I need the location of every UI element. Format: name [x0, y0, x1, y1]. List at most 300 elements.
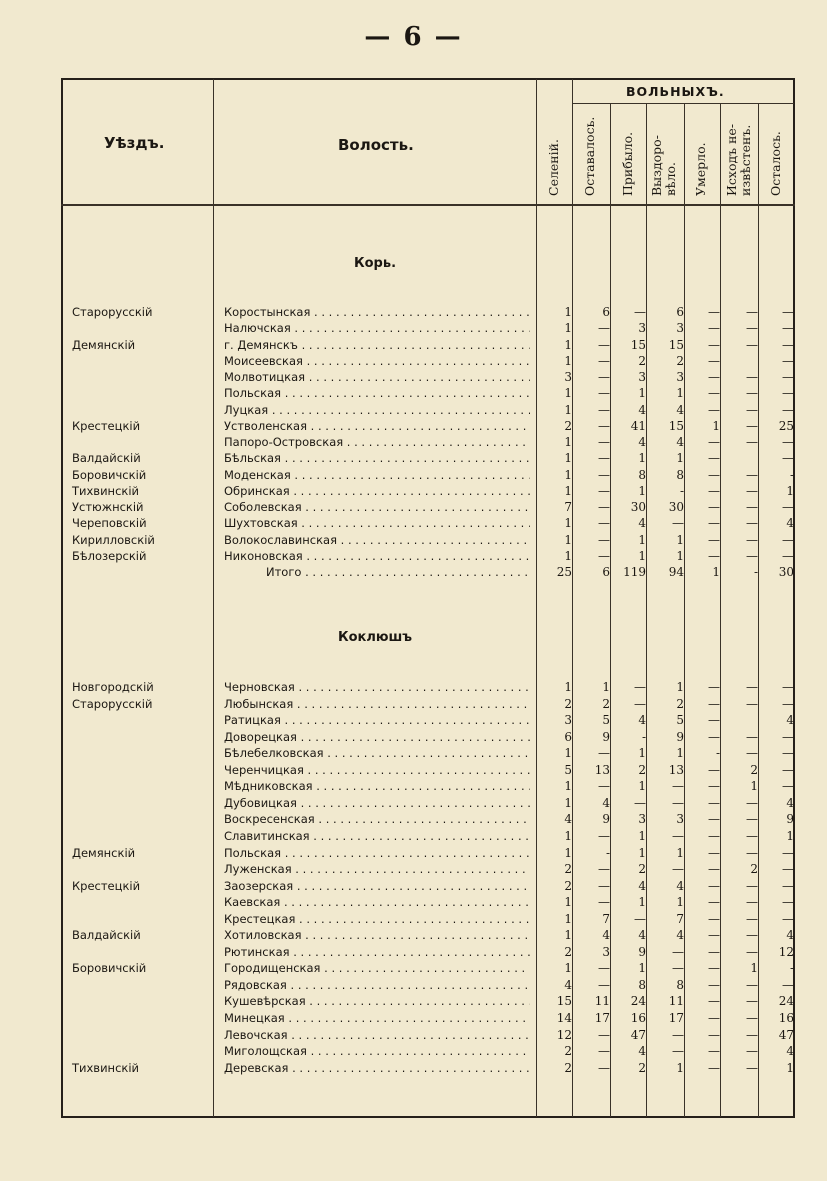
- table-row: [0, 861, 827, 878]
- value-cell: 1: [676, 895, 684, 910]
- volost-cell: Рютинская . . .: [224, 944, 530, 961]
- volost-cell: Бѣльская . . .: [224, 450, 530, 467]
- value-cell: 2: [750, 762, 758, 777]
- value-cell: —: [672, 862, 684, 877]
- volost-cell: Луженская . . .: [224, 861, 530, 878]
- value-cell: —: [746, 994, 758, 1009]
- value-cell: 2: [564, 418, 572, 433]
- value-cell: 1: [564, 435, 572, 449]
- table-row: [0, 1010, 827, 1027]
- table-row: [0, 402, 827, 419]
- value-cell: —: [598, 548, 610, 563]
- value-cell: —: [746, 977, 758, 992]
- value-cell: 3: [564, 370, 572, 384]
- value-cell: 2: [564, 1060, 572, 1075]
- value-cell: —: [708, 994, 720, 1009]
- value-cell: 9: [602, 812, 610, 827]
- table-row: [0, 353, 827, 370]
- value-cell: 1: [564, 516, 572, 531]
- volost-cell: Городищенская . . .: [224, 960, 530, 977]
- value-cell: —: [708, 977, 720, 992]
- value-cell: 4: [638, 402, 646, 417]
- value-cell: —: [746, 696, 758, 711]
- value-cell: —: [634, 911, 646, 926]
- header-ostavalos: Оставалось.: [582, 116, 597, 196]
- table-row: [0, 304, 827, 321]
- value-cell: -: [753, 565, 758, 579]
- value-cell: 4: [786, 795, 794, 810]
- value-cell: 25: [556, 565, 572, 579]
- section-title-kor: Корь.: [353, 256, 397, 271]
- value-cell: 1: [750, 961, 758, 976]
- value-cell: -: [679, 483, 684, 498]
- table-row: [0, 1060, 827, 1077]
- value-cell: 4: [676, 402, 684, 417]
- value-cell: 4: [676, 878, 684, 893]
- value-cell: 6: [602, 305, 610, 319]
- value-cell: 4: [564, 977, 572, 992]
- value-cell: 1: [638, 961, 646, 976]
- value-cell: —: [746, 500, 758, 514]
- volost-cell: Дубовицкая . . .: [224, 795, 530, 812]
- value-cell: 2: [676, 696, 684, 711]
- value-cell: —: [746, 418, 758, 433]
- value-cell: 15: [668, 418, 684, 433]
- value-cell: 1: [786, 828, 794, 843]
- value-cell: 1: [638, 532, 646, 547]
- value-cell: —: [672, 795, 684, 810]
- value-cell: —: [708, 762, 720, 777]
- value-cell: 2: [564, 944, 572, 959]
- value-cell: —: [746, 337, 758, 352]
- value-cell: 4: [786, 516, 794, 531]
- value-cell: —: [746, 746, 758, 761]
- value-cell: —: [746, 402, 758, 417]
- value-cell: 3: [564, 713, 572, 728]
- value-cell: 25: [778, 418, 794, 433]
- value-cell: —: [598, 878, 610, 893]
- value-cell: 8: [676, 977, 684, 992]
- value-cell: 4: [602, 795, 610, 810]
- volost-cell: Папоро-Островская . . .: [224, 434, 530, 451]
- value-cell: —: [708, 878, 720, 893]
- value-cell: —: [782, 402, 794, 417]
- volost-cell: Хотиловская . . .: [224, 927, 530, 944]
- value-cell: —: [708, 516, 720, 531]
- value-cell: —: [708, 696, 720, 711]
- volost-cell: Волокославинская . . .: [224, 532, 530, 549]
- value-cell: —: [598, 483, 610, 498]
- value-cell: 2: [676, 353, 684, 368]
- value-cell: —: [708, 862, 720, 877]
- value-cell: —: [782, 451, 794, 466]
- value-cell: —: [746, 845, 758, 860]
- volost-cell: Рядовская . . .: [224, 977, 530, 994]
- table-row: [0, 762, 827, 779]
- value-cell: —: [746, 1044, 758, 1059]
- value-cell: —: [598, 779, 610, 794]
- value-cell: 11: [594, 994, 610, 1009]
- uezd-cell: Валдайскій: [72, 928, 141, 943]
- volost-cell: Черновская . . .: [224, 679, 530, 696]
- value-cell: —: [782, 911, 794, 926]
- value-cell: —: [746, 467, 758, 482]
- value-cell: —: [782, 370, 794, 384]
- header-seleniy: Селеній.: [546, 139, 561, 196]
- value-cell: —: [708, 944, 720, 959]
- volost-cell: Заозерская . . .: [224, 878, 530, 895]
- value-cell: -: [605, 845, 610, 860]
- value-cell: 1: [564, 321, 572, 336]
- table-row: [0, 337, 827, 354]
- volost-cell: Славитинская . . .: [224, 828, 530, 845]
- value-cell: —: [782, 337, 794, 352]
- value-cell: 11: [668, 994, 684, 1009]
- volost-cell: г. Демянскъ . . .: [224, 337, 530, 354]
- value-cell: 94: [668, 565, 684, 579]
- value-cell: —: [672, 961, 684, 976]
- value-cell: —: [598, 977, 610, 992]
- volost-cell: Устволенская . . .: [224, 418, 530, 435]
- value-cell: 30: [778, 565, 794, 579]
- table-row: [0, 977, 827, 994]
- value-cell: —: [708, 1011, 720, 1025]
- table-row: [0, 828, 827, 845]
- value-cell: 17: [594, 1011, 610, 1025]
- volost-cell: Коростынская . . .: [224, 304, 530, 321]
- value-cell: 12: [556, 1027, 572, 1042]
- value-cell: 14: [556, 1011, 572, 1025]
- value-cell: —: [708, 483, 720, 498]
- volost-cell: Польская . . .: [224, 385, 530, 402]
- value-cell: —: [598, 828, 610, 843]
- value-cell: 1: [638, 845, 646, 860]
- value-cell: —: [708, 795, 720, 810]
- table-row: [0, 911, 827, 928]
- value-cell: 1: [602, 680, 610, 694]
- value-cell: 2: [564, 862, 572, 877]
- page-number: — 6 —: [364, 22, 463, 52]
- value-cell: —: [746, 548, 758, 563]
- value-cell: 4: [638, 1044, 646, 1059]
- table-row: [0, 1043, 827, 1060]
- value-cell: 1: [564, 353, 572, 368]
- value-cell: —: [782, 845, 794, 860]
- table-row: [0, 712, 827, 729]
- header-umerlo: Умерло.: [693, 142, 708, 196]
- value-cell: 1: [564, 451, 572, 466]
- value-cell: 1: [676, 746, 684, 761]
- table-row: [0, 418, 827, 435]
- value-cell: 3: [676, 812, 684, 827]
- volost-cell: Молвотицкая . . .: [224, 369, 530, 386]
- value-cell: 2: [750, 862, 758, 877]
- value-cell: 5: [564, 762, 572, 777]
- value-cell: 1: [786, 1060, 794, 1075]
- value-cell: -: [789, 467, 794, 482]
- value-cell: —: [746, 483, 758, 498]
- header-pribylo: Прибыло.: [620, 131, 635, 196]
- header-volost: Волость.: [338, 136, 414, 154]
- uezd-cell: Крестецкій: [72, 878, 141, 893]
- value-cell: 9: [676, 729, 684, 744]
- uezd-cell: Бѣлозерскій: [72, 548, 147, 563]
- value-cell: 3: [638, 321, 646, 336]
- volost-cell: Кушевѣрская . . .: [224, 993, 530, 1010]
- value-cell: —: [598, 370, 610, 384]
- value-cell: 41: [630, 418, 646, 433]
- value-cell: —: [746, 878, 758, 893]
- table-row: [0, 679, 827, 696]
- table-row: [0, 434, 827, 451]
- table-row: [0, 548, 827, 565]
- value-cell: —: [782, 895, 794, 910]
- value-cell: 1: [564, 680, 572, 694]
- value-cell: —: [782, 746, 794, 761]
- value-cell: 7: [564, 500, 572, 514]
- value-cell: 1: [638, 746, 646, 761]
- table-row: [0, 369, 827, 386]
- value-cell: —: [782, 305, 794, 319]
- value-cell: 1: [676, 386, 684, 401]
- table-row: [0, 944, 827, 961]
- table-row: [0, 993, 827, 1010]
- volost-cell: Каевская . . .: [224, 894, 530, 911]
- value-cell: 1: [638, 895, 646, 910]
- value-cell: 24: [630, 994, 646, 1009]
- volost-cell: Черенчицкая . . .: [224, 762, 530, 779]
- value-cell: —: [782, 500, 794, 514]
- value-cell: 47: [630, 1027, 646, 1042]
- value-cell: —: [746, 944, 758, 959]
- value-cell: —: [598, 467, 610, 482]
- uezd-cell: Боровичскій: [72, 961, 147, 976]
- value-cell: —: [746, 729, 758, 744]
- value-cell: —: [746, 812, 758, 827]
- value-cell: —: [782, 862, 794, 877]
- value-cell: —: [598, 1060, 610, 1075]
- value-cell: —: [708, 911, 720, 926]
- value-cell: 1: [712, 418, 720, 433]
- table-row: [0, 960, 827, 977]
- table-row: [0, 532, 827, 549]
- volost-cell: Доворецкая . . .: [224, 729, 530, 746]
- volost-cell: Любынская . . .: [224, 696, 530, 713]
- value-cell: 4: [638, 516, 646, 531]
- uezd-cell: Кирилловскій: [72, 532, 155, 547]
- value-cell: —: [708, 828, 720, 843]
- table-row: [0, 499, 827, 516]
- value-cell: —: [746, 386, 758, 401]
- value-cell: 1: [638, 386, 646, 401]
- value-cell: —: [746, 1011, 758, 1025]
- uezd-cell: Демянскій: [72, 337, 136, 352]
- uezd-cell: Старорусскій: [72, 305, 153, 319]
- value-cell: 9: [786, 812, 794, 827]
- value-cell: 15: [668, 337, 684, 352]
- value-cell: 2: [564, 1044, 572, 1059]
- value-cell: 4: [786, 1044, 794, 1059]
- value-cell: -: [715, 746, 720, 761]
- table-row: [0, 845, 827, 862]
- value-cell: 6: [676, 305, 684, 319]
- volost-cell: Шухтовская . . .: [224, 515, 530, 532]
- value-cell: 1: [564, 467, 572, 482]
- value-cell: 1: [564, 746, 572, 761]
- uezd-cell: Череповскій: [72, 516, 147, 531]
- value-cell: 1: [564, 961, 572, 976]
- table-row: [0, 729, 827, 746]
- value-cell: 7: [602, 911, 610, 926]
- value-cell: —: [708, 451, 720, 466]
- volost-cell: Ратицкая . . .: [224, 712, 530, 729]
- value-cell: —: [708, 532, 720, 547]
- value-cell: 17: [668, 1011, 684, 1025]
- value-cell: —: [782, 353, 794, 368]
- value-cell: —: [708, 370, 720, 384]
- value-cell: —: [782, 532, 794, 547]
- value-cell: —: [672, 516, 684, 531]
- value-cell: 3: [602, 944, 610, 959]
- value-cell: —: [598, 451, 610, 466]
- value-cell: —: [708, 305, 720, 319]
- volost-cell: Польская . . .: [224, 845, 530, 862]
- value-cell: 1: [638, 483, 646, 498]
- value-cell: —: [782, 779, 794, 794]
- value-cell: 8: [638, 467, 646, 482]
- value-cell: 6: [564, 729, 572, 744]
- value-cell: —: [782, 386, 794, 401]
- value-cell: 3: [676, 321, 684, 336]
- header-vyzdorovelo: Выздоро- вѣло.: [649, 135, 678, 196]
- value-cell: 1: [564, 532, 572, 547]
- table-row: [0, 1027, 827, 1044]
- value-cell: 16: [778, 1011, 794, 1025]
- value-cell: 1: [564, 548, 572, 563]
- table-row: [0, 811, 827, 828]
- value-cell: —: [634, 680, 646, 694]
- value-cell: —: [746, 911, 758, 926]
- table-row: [0, 450, 827, 467]
- header-iskhod: Исходъ не- извѣстенъ.: [724, 123, 753, 196]
- value-cell: —: [634, 795, 646, 810]
- uezd-cell: Валдайскій: [72, 451, 141, 466]
- value-cell: 8: [638, 977, 646, 992]
- value-cell: 3: [638, 812, 646, 827]
- value-cell: —: [782, 977, 794, 992]
- value-cell: —: [746, 516, 758, 531]
- value-cell: —: [598, 500, 610, 514]
- value-cell: —: [598, 418, 610, 433]
- table-row: [0, 778, 827, 795]
- value-cell: 6: [602, 565, 610, 579]
- table-row: [0, 795, 827, 812]
- value-cell: 1: [564, 483, 572, 498]
- value-cell: 9: [602, 729, 610, 744]
- value-cell: —: [672, 828, 684, 843]
- table-row: [0, 385, 827, 402]
- value-cell: —: [746, 828, 758, 843]
- value-cell: -: [789, 961, 794, 976]
- volost-cell: Бѣлебелковская . . .: [224, 745, 530, 762]
- value-cell: —: [598, 1027, 610, 1042]
- volost-cell: Луцкая . . .: [224, 402, 530, 419]
- volost-cell: Деревская . . .: [224, 1060, 530, 1077]
- value-cell: 2: [564, 878, 572, 893]
- value-cell: 4: [786, 713, 794, 728]
- value-cell: —: [708, 402, 720, 417]
- value-cell: 4: [638, 713, 646, 728]
- header-uezd: Уѣздъ.: [104, 134, 165, 152]
- value-cell: 2: [638, 762, 646, 777]
- value-cell: —: [782, 680, 794, 694]
- value-cell: —: [782, 321, 794, 336]
- value-cell: 4: [676, 435, 684, 449]
- table-row: [0, 483, 827, 500]
- value-cell: 1: [676, 532, 684, 547]
- value-cell: —: [708, 435, 720, 449]
- table-row: [0, 696, 827, 713]
- value-cell: —: [708, 812, 720, 827]
- value-cell: 119: [623, 565, 646, 579]
- value-cell: 4: [676, 928, 684, 943]
- value-cell: —: [708, 845, 720, 860]
- value-cell: 15: [556, 994, 572, 1009]
- value-cell: 5: [676, 713, 684, 728]
- value-cell: 3: [676, 370, 684, 384]
- value-cell: 1: [676, 1060, 684, 1075]
- value-cell: —: [746, 1060, 758, 1075]
- value-cell: —: [782, 729, 794, 744]
- value-cell: —: [782, 696, 794, 711]
- value-cell: —: [598, 746, 610, 761]
- value-cell: 1: [638, 548, 646, 563]
- value-cell: —: [672, 1044, 684, 1059]
- value-cell: 7: [676, 911, 684, 926]
- uezd-cell: Боровичскій: [72, 467, 147, 482]
- table-row: [0, 745, 827, 762]
- value-cell: —: [746, 928, 758, 943]
- value-cell: —: [708, 680, 720, 694]
- value-cell: —: [746, 305, 758, 319]
- value-cell: —: [708, 1060, 720, 1075]
- value-cell: 1: [638, 451, 646, 466]
- table-row: [0, 515, 827, 532]
- value-cell: 16: [630, 1011, 646, 1025]
- value-cell: —: [782, 548, 794, 563]
- value-cell: 4: [638, 435, 646, 449]
- value-cell: 1: [564, 895, 572, 910]
- value-cell: —: [746, 370, 758, 384]
- value-cell: 4: [638, 878, 646, 893]
- value-cell: 4: [638, 928, 646, 943]
- value-cell: —: [672, 779, 684, 794]
- volost-cell: Моденская . . .: [224, 467, 530, 484]
- volost-cell: Мѣдниковская . . .: [224, 778, 530, 795]
- table-row: [0, 894, 827, 911]
- value-cell: 13: [668, 762, 684, 777]
- table-row: [0, 467, 827, 484]
- value-cell: —: [782, 878, 794, 893]
- value-cell: 1: [564, 928, 572, 943]
- value-cell: 1: [638, 779, 646, 794]
- value-cell: 47: [778, 1027, 794, 1042]
- header-ostalos: Осталось.: [768, 131, 783, 196]
- value-cell: 15: [630, 337, 646, 352]
- value-cell: 1: [564, 402, 572, 417]
- volost-cell: Никоновская . . .: [224, 548, 530, 565]
- section-title-koklyush: Коклюшъ: [337, 630, 413, 645]
